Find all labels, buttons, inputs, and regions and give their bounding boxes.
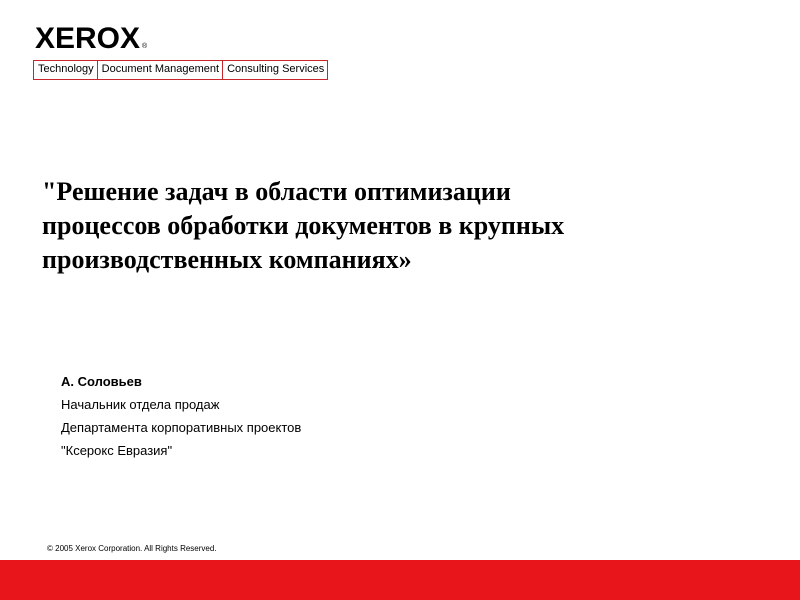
title-line: производственных компаниях» [42,245,412,274]
tagline-item-document-management: Document Management [97,61,222,79]
xerox-logo [35,24,147,54]
title-line: процессов обработки документов в крупных [42,211,565,240]
tagline-bar [33,60,328,80]
registered-mark: ® [142,43,148,50]
footer-red-bar [0,560,800,600]
author-position: Начальник отдела продаж [61,397,220,412]
tagline-item-technology: Technology [33,61,97,79]
title-line: "Решение задач в области оптимизации [42,177,511,206]
author-department: Департамента корпоративных проектов [61,420,302,435]
author-name: А. Соловьев [61,374,142,389]
author-block [61,370,301,462]
copyright-notice: © 2005 Xerox Corporation. All Rights Reserved. [47,544,217,553]
author-company: "Ксерокс Евразия" [61,443,173,458]
slide-title [42,175,742,277]
logo-wordmark: XEROX [35,22,141,55]
tagline-item-consulting-services: Consulting Services [222,61,328,79]
